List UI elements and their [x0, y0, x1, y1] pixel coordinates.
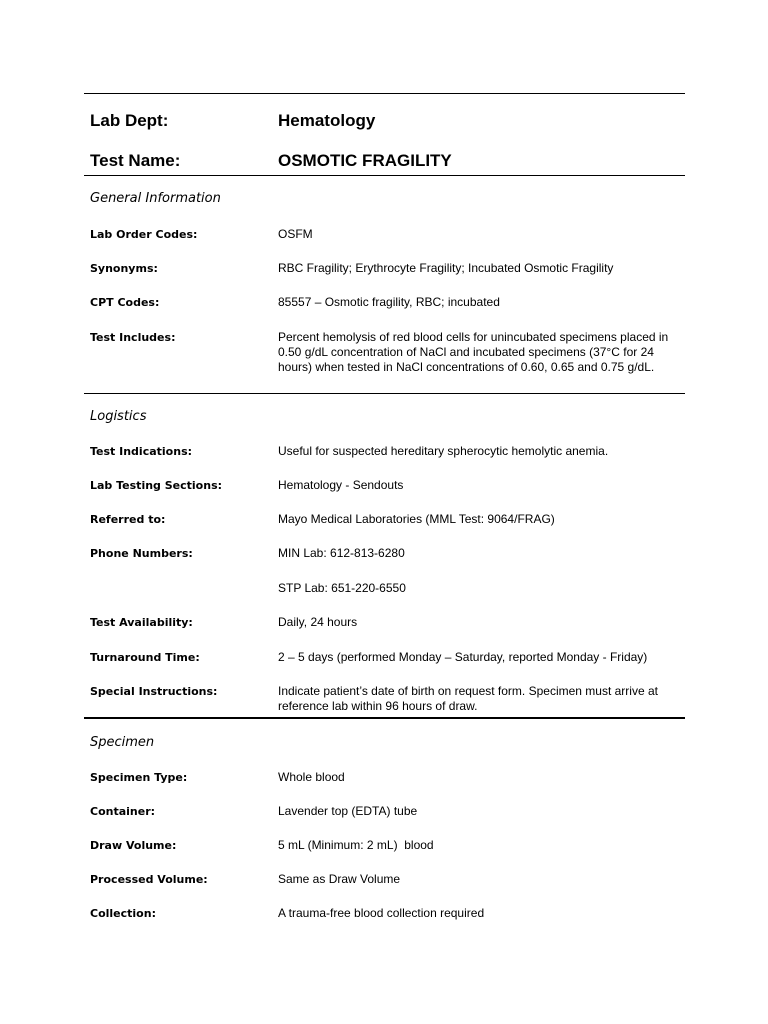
general-information-section	[84, 176, 685, 393]
field-label: Test Indications:	[90, 445, 193, 458]
field-label: Test Includes:	[90, 331, 176, 344]
field-value: STP Lab: 651-220-6550	[278, 581, 406, 595]
field-value: 5 mL (Minimum: 2 mL) blood	[278, 838, 434, 852]
field-value: RBC Fragility; Erythrocyte Fragility; Incubated Osmotic Fragility	[278, 261, 614, 275]
field-value: Useful for suspected hereditary spherocytic hemolytic anemia.	[278, 444, 609, 458]
field-value: Mayo Medical Laboratories (MML Test: 9064/FRAG)	[278, 512, 555, 526]
field-label: Container:	[90, 805, 156, 818]
section-title-general: General Information	[90, 191, 221, 206]
field-label: Synonyms:	[90, 262, 158, 275]
field-value: 2 – 5 days (performed Monday – Saturday, reported Monday - Friday)	[278, 650, 648, 664]
field-value: OSFM	[278, 227, 313, 241]
field-label: Collection:	[90, 907, 156, 920]
logistics-section	[84, 394, 685, 717]
lab-test-document	[84, 93, 685, 929]
field-value: Indicate patient’s date of birth on request form. Specimen must arrive at reference lab within 96 hours of draw.	[278, 684, 658, 713]
specimen-section	[84, 719, 685, 929]
field-label: Specimen Type:	[90, 771, 188, 784]
field-label: Processed Volume:	[90, 873, 208, 886]
document-header	[84, 94, 685, 175]
field-label: CPT Codes:	[90, 296, 160, 309]
field-value: Daily, 24 hours	[278, 615, 358, 629]
field-label: Referred to:	[90, 513, 166, 526]
lab-dept-value: Hematology	[278, 111, 376, 130]
field-label: Draw Volume:	[90, 839, 177, 852]
field-value: Lavender top (EDTA) tube	[278, 804, 418, 818]
field-label: Turnaround Time:	[90, 651, 200, 664]
section-title-specimen: Specimen	[90, 735, 155, 750]
field-value: Same as Draw Volume	[278, 872, 401, 886]
field-value: A trauma-free blood collection required	[278, 906, 485, 920]
field-value: MIN Lab: 612-813-6280	[278, 546, 405, 560]
field-label: Phone Numbers:	[90, 547, 193, 560]
section-title-logistics: Logistics	[90, 409, 147, 424]
field-value: Hematology - Sendouts	[278, 478, 404, 492]
field-label: Lab Order Codes:	[90, 228, 198, 241]
field-label: Test Availability:	[90, 616, 193, 629]
lab-dept-label: Lab Dept:	[90, 111, 169, 130]
field-value: Whole blood	[278, 770, 345, 784]
test-name-label: Test Name:	[90, 151, 181, 170]
field-value: 85557 – Osmotic fragility, RBC; incubated	[278, 295, 500, 309]
field-label: Special Instructions:	[90, 685, 218, 698]
field-label: Lab Testing Sections:	[90, 479, 223, 492]
test-name-value: OSMOTIC FRAGILITY	[278, 151, 452, 170]
field-value: Percent hemolysis of red blood cells for unincubated specimens placed in 0.50 g/dL concentration of NaCl and incubated specimens (37°C for 24 hours) when tested in NaCl concentrations of 0.60, 0.65 and 0.75 g/dL.	[278, 330, 669, 374]
